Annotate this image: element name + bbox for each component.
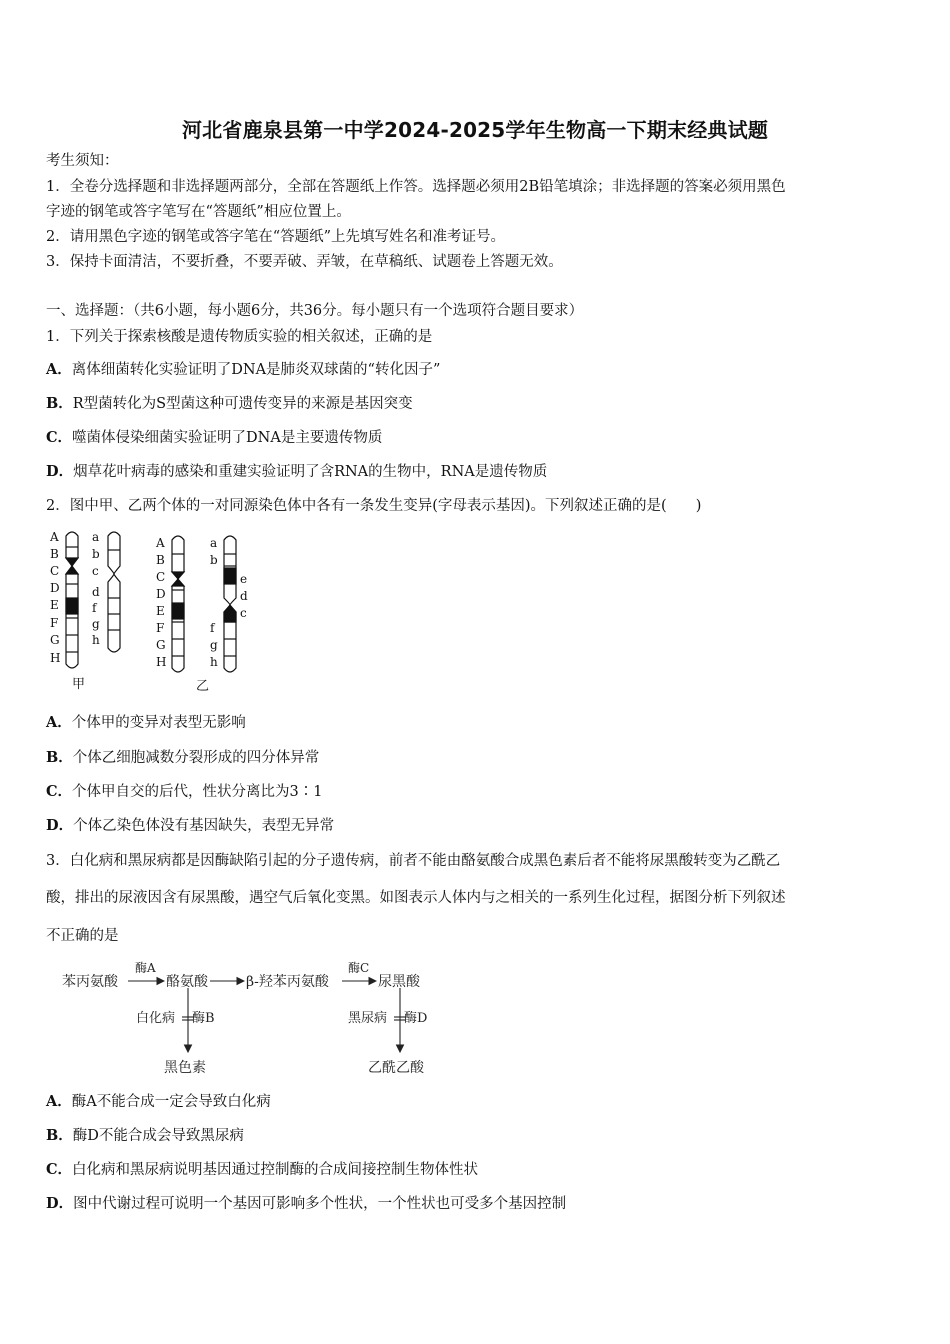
pathway-node-tyrosine: 酪氨酸: [166, 974, 208, 990]
q2-option-d: D．个体乙染色体没有基因缺失，表型无异常: [46, 817, 335, 834]
gene-label: G: [50, 633, 60, 647]
gene-label: B: [156, 553, 165, 567]
branch-alkaptonuria-label: 黑尿病: [348, 1011, 388, 1026]
q3-stem-line: 3．白化病和黑尿病都是因酶缺陷引起的分子遗传病，前者不能由酪氨酸合成黑色素后者不能将尿黑酸转变为乙酰乙: [46, 853, 781, 869]
q2-option-b: B．个体乙细胞减数分裂形成的四分体异常: [46, 749, 320, 766]
q1-option-b: B．R型菌转化为S型菌这种可遗传变异的来源是基因突变: [46, 395, 413, 412]
page-title: 河北省鹿泉县第一中学2024-2025学年生物高一下期末经典试题: [181, 118, 769, 142]
q3-option-b: B．酶D不能合成会导致黑尿病: [46, 1127, 244, 1144]
gene-label: d: [240, 589, 248, 603]
gene-label: h: [210, 655, 218, 669]
q3-option-d: D．图中代谢过程可说明一个基因可影响多个性状，一个性状也可受多个基因控制: [46, 1195, 567, 1212]
gene-label: B: [50, 547, 59, 561]
gene-label: F: [156, 621, 165, 635]
gene-label: a: [92, 530, 100, 544]
branch-albinism-label: 白化病: [136, 1011, 176, 1026]
q1-option-c: C．噬菌体侵染细菌实验证明了DNA是主要遗传物质: [46, 429, 383, 446]
gene-label: g: [92, 617, 100, 631]
gene-label: a: [210, 536, 218, 550]
branch-enzyme-d: 酶D: [404, 1011, 428, 1026]
q2-option-a: A．个体甲的变异对表型无影响: [46, 714, 246, 731]
gene-label: e: [240, 572, 248, 586]
notice-item: 1．全卷分选择题和非选择题两部分，全部在答题纸上作答。选择题必须用2B铅笔填涂；非选择题的答案必须用黑色: [46, 179, 786, 195]
pathway-node-melanin: 黑色素: [164, 1060, 206, 1076]
notice-heading: 考生须知：: [46, 153, 119, 169]
gene-label: A: [50, 530, 59, 544]
q1-option-a: A．离体细菌转化实验证明了DNA是肺炎双球菌的“转化因子”: [46, 361, 441, 378]
gene-label: b: [210, 553, 218, 567]
pathway-node-homogentisic: 尿黑酸: [378, 974, 420, 990]
pathway-node-acetoacetate: 乙酰乙酸: [368, 1060, 424, 1076]
gene-label: c: [92, 564, 99, 578]
q3-stem-line: 酸，排出的尿液因含有尿黑酸，遇空气后氧化变黑。如图表示人体内与之相关的一系列生化过程，据图分析下列叙述: [46, 890, 786, 906]
gene-label: f: [92, 601, 97, 615]
gene-label: H: [156, 655, 167, 669]
chromosome-yi-left: [172, 536, 184, 672]
section-heading: 一、选择题：（共6小题，每小题6分，共36分。每小题只有一个选项符合题目要求）: [46, 303, 584, 319]
gene-label: E: [50, 598, 59, 612]
q1-option-d: D．烟草花叶病毒的感染和重建实验证明了含RNA的生物中，RNA是遗传物质: [46, 463, 548, 480]
gene-label: h: [92, 633, 100, 647]
q3-stem-line: 不正确的是: [46, 928, 119, 944]
q2-stem: 2．图中甲、乙两个体的一对同源染色体中各有一条发生变异(字母表示基因)。下列叙述正确的是( ): [46, 498, 702, 514]
q3-option-a: A．酶A不能合成一定会导致白化病: [46, 1093, 271, 1110]
gene-label: C: [156, 570, 166, 584]
pathway-enzyme-c: 酶C: [348, 961, 370, 975]
gene-label: g: [210, 638, 218, 652]
gene-label: A: [156, 536, 165, 550]
gene-label: f: [210, 621, 215, 635]
q1-stem: 1．下列关于探索核酸是遗传物质实验的相关叙述，正确的是: [46, 329, 433, 345]
gene-label: E: [156, 604, 165, 618]
gene-label: C: [50, 564, 60, 578]
figure-label-jia: 甲: [72, 677, 86, 692]
gene-label: d: [92, 585, 100, 599]
metabolic-pathway-diagram: [60, 958, 460, 1080]
gene-label: H: [50, 651, 61, 665]
q2-option-c: C．个体甲自交的后代，性状分离比为3∶1: [46, 783, 323, 800]
chromosome-jia-left: [66, 532, 78, 668]
notice-item: 2．请用黑色字迹的钢笔或答字笔在“答题纸”上先填写姓名和准考证号。: [46, 229, 506, 245]
pathway-node-phenylalanine: 苯丙氨酸: [62, 974, 118, 990]
notice-item: 字迹的钢笔或答字笔写在“答题纸”相应位置上。: [46, 204, 351, 220]
notice-item: 3．保持卡面清洁，不要折叠，不要弄破、弄皱，在草稿纸、试题卷上答题无效。: [46, 254, 563, 270]
gene-label: G: [156, 638, 166, 652]
chromosome-figure: [46, 528, 266, 694]
branch-enzyme-b: 酶B: [192, 1011, 215, 1026]
gene-label: c: [240, 606, 247, 620]
chromosome-jia-right: [108, 532, 120, 652]
pathway-node-hydroxyphenyl: β-羟苯丙氨酸: [246, 974, 329, 990]
gene-label: D: [156, 587, 166, 601]
figure-label-yi: 乙: [196, 679, 210, 694]
gene-label: F: [50, 616, 59, 630]
gene-label: b: [92, 547, 100, 561]
gene-label: D: [50, 581, 60, 595]
q3-option-c: C．白化病和黑尿病说明基因通过控制酶的合成间接控制生物体性状: [46, 1161, 479, 1178]
chromosome-yi-right: [224, 536, 236, 672]
pathway-enzyme-a: 酶A: [135, 961, 156, 975]
